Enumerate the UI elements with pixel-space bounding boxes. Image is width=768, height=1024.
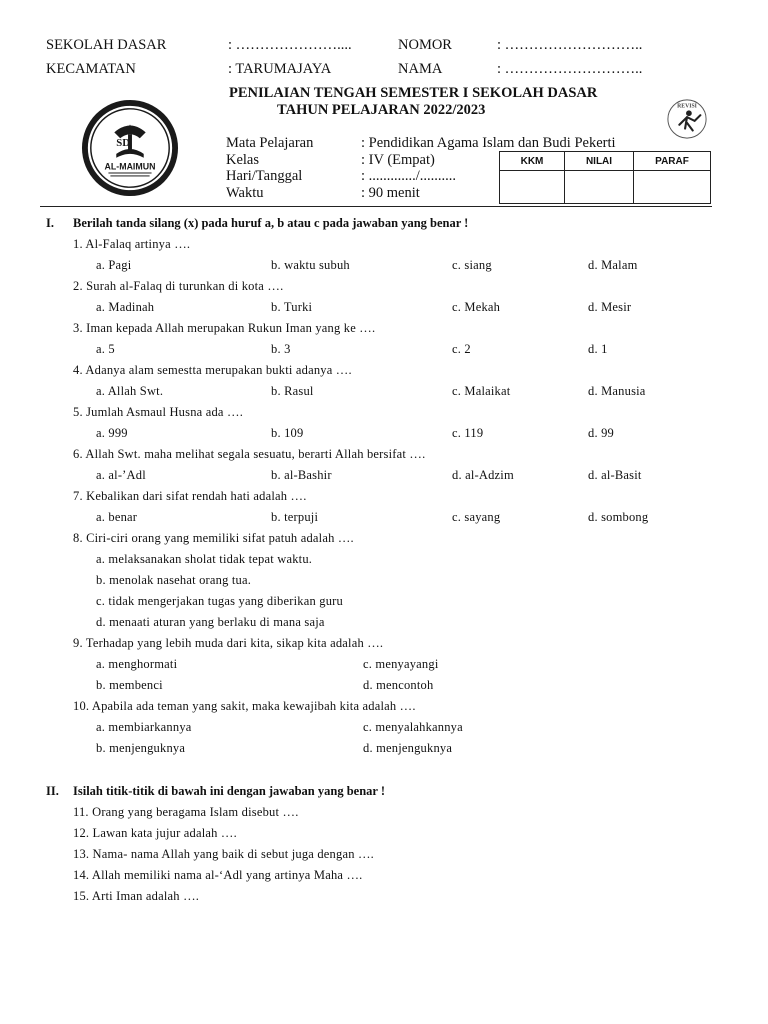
question-13: 13. Nama- nama Allah yang baik di sebut juga dengan …. xyxy=(73,847,375,861)
info-label-waktu: Waktu xyxy=(226,185,264,201)
q8-option-d: d. menaati aturan yang berlaku di mana saja xyxy=(96,615,325,629)
q5-option-c: c. 119 xyxy=(452,426,484,440)
info-value-tanggal: : ............./.......... xyxy=(361,168,457,184)
q8-option-a: a. melaksanakan sholat tidak tepat waktu. xyxy=(96,552,313,566)
logo-text: AL-MAIMUN xyxy=(104,161,156,172)
q6-option-d: d. al-Basit xyxy=(588,468,642,482)
question-11: 11. Orang yang beragama Islam disebut …. xyxy=(73,805,299,819)
question-1: 1. Al-Falaq artinya …. xyxy=(73,237,191,251)
sekolah-label: SEKOLAH DASAR xyxy=(46,37,167,53)
q7-option-c: c. sayang xyxy=(452,510,501,524)
logo-initial-s: SD xyxy=(116,137,131,150)
question-3: 3. Iman kepada Allah merupakan Rukun Iman yang ke …. xyxy=(73,321,376,335)
q8-option-c: c. tidak mengerjakan tugas yang diberikan guru xyxy=(96,594,343,608)
q7-option-b: b. terpuji xyxy=(271,510,319,524)
q3-option-a: a. 5 xyxy=(96,342,115,356)
score-cell-paraf[interactable] xyxy=(634,171,711,204)
info-value-kelas: : IV (Empat) xyxy=(361,152,435,168)
q5-option-d: d. 99 xyxy=(588,426,614,440)
title-line-1: PENILAIAN TENGAH SEMESTER I SEKOLAH DASAR xyxy=(229,85,598,101)
question-9: 9. Terhadap yang lebih muda dari kita, sikap kita adalah …. xyxy=(73,636,384,650)
q9-option-d: d. mencontoh xyxy=(363,678,434,692)
info-label-kelas: Kelas xyxy=(226,152,260,168)
q9-option-a: a. menghormati xyxy=(96,657,178,671)
score-cell-kkm[interactable] xyxy=(500,171,565,204)
q7-option-d: d. sombong xyxy=(588,510,649,524)
question-4: 4. Adanya alam semestta merupakan bukti adanya …. xyxy=(73,363,352,377)
q10-option-c: c. menyalahkannya xyxy=(363,720,463,734)
q6-option-c: d. al-Adzim xyxy=(452,468,514,482)
question-2: 2. Surah al-Falaq di turunkan di kota …. xyxy=(73,279,284,293)
q1-option-a: a. Pagi xyxy=(96,258,132,272)
q2-option-c: c. Mekah xyxy=(452,300,501,314)
question-10: 10. Apabila ada teman yang sakit, maka kewajibah kita adalah …. xyxy=(73,699,416,713)
school-logo xyxy=(81,99,179,197)
section1-instruction: Berilah tanda silang (x) pada huruf a, b atau c pada jawaban yang benar ! xyxy=(73,216,469,230)
revisi-badge-icon xyxy=(666,98,708,140)
q5-option-a: a. 999 xyxy=(96,426,128,440)
question-5: 5. Jumlah Asmaul Husna ada …. xyxy=(73,405,244,419)
question-15: 15. Arti Iman adalah …. xyxy=(73,889,200,903)
q3-option-b: b. 3 xyxy=(271,342,291,356)
section1-number: I. xyxy=(46,216,54,230)
question-8: 8. Ciri-ciri orang yang memiliki sifat patuh adalah …. xyxy=(73,531,354,545)
q8-option-b: b. menolak nasehat orang tua. xyxy=(96,573,252,587)
q2-option-b: b. Turki xyxy=(271,300,313,314)
nama-label: NAMA xyxy=(398,61,443,77)
q10-option-a: a. membiarkannya xyxy=(96,720,192,734)
score-header-kkm: KKM xyxy=(500,152,565,171)
q3-option-c: c. 2 xyxy=(452,342,471,356)
info-label-tanggal: Hari/Tanggal xyxy=(226,168,303,184)
q1-option-c: c. siang xyxy=(452,258,492,272)
sekolah-value: : ………………….... xyxy=(228,37,352,53)
q10-option-d: d. menjenguknya xyxy=(363,741,453,755)
nomor-label: NOMOR xyxy=(398,37,452,53)
question-12: 12. Lawan kata jujur adalah …. xyxy=(73,826,237,840)
score-header-nilai: NILAI xyxy=(565,152,634,171)
q1-option-d: d. Malam xyxy=(588,258,638,272)
header-divider xyxy=(40,206,712,207)
q5-option-b: b. 109 xyxy=(271,426,304,440)
q7-option-a: a. benar xyxy=(96,510,138,524)
section2-instruction: Isilah titik-titik di bawah ini dengan jawaban yang benar ! xyxy=(73,784,385,798)
q4-option-a: a. Allah Swt. xyxy=(96,384,164,398)
question-14: 14. Allah memiliki nama al-‘Adl yang artinya Maha …. xyxy=(73,868,363,882)
nama-value: : ……………………….. xyxy=(497,61,643,77)
q9-option-c: c. menyayangi xyxy=(363,657,439,671)
kecamatan-value: : TARUMAJAYA xyxy=(228,61,332,77)
q4-option-c: c. Malaikat xyxy=(452,384,511,398)
q6-option-a: a. al-’Adl xyxy=(96,468,146,482)
info-label-mapel: Mata Pelajaran xyxy=(226,135,314,151)
q1-option-b: b. waktu subuh xyxy=(271,258,350,272)
info-value-mapel: : Pendidikan Agama Islam dan Budi Pekerti xyxy=(361,135,616,151)
info-value-waktu: : 90 menit xyxy=(361,185,420,201)
q2-option-a: a. Madinah xyxy=(96,300,155,314)
q9-option-b: b. membenci xyxy=(96,678,163,692)
q10-option-b: b. menjenguknya xyxy=(96,741,186,755)
score-table xyxy=(499,151,711,204)
score-header-paraf: PARAF xyxy=(634,152,711,171)
q6-option-b: b. al-Bashir xyxy=(271,468,332,482)
q2-option-d: d. Mesir xyxy=(588,300,632,314)
badge-text: REVISI xyxy=(677,103,697,110)
section2-number: II. xyxy=(46,784,59,798)
kecamatan-label: KECAMATAN xyxy=(46,61,136,77)
nomor-value: : ……………………….. xyxy=(497,37,643,53)
score-cell-nilai[interactable] xyxy=(565,171,634,204)
title-line-2: TAHUN PELAJARAN 2022/2023 xyxy=(277,102,486,118)
q4-option-d: d. Manusia xyxy=(588,384,646,398)
question-7: 7. Kebalikan dari sifat rendah hati adalah …. xyxy=(73,489,307,503)
q3-option-d: d. 1 xyxy=(588,342,608,356)
q4-option-b: b. Rasul xyxy=(271,384,314,398)
question-6: 6. Allah Swt. maha melihat segala sesuatu, berarti Allah bersifat …. xyxy=(73,447,426,461)
